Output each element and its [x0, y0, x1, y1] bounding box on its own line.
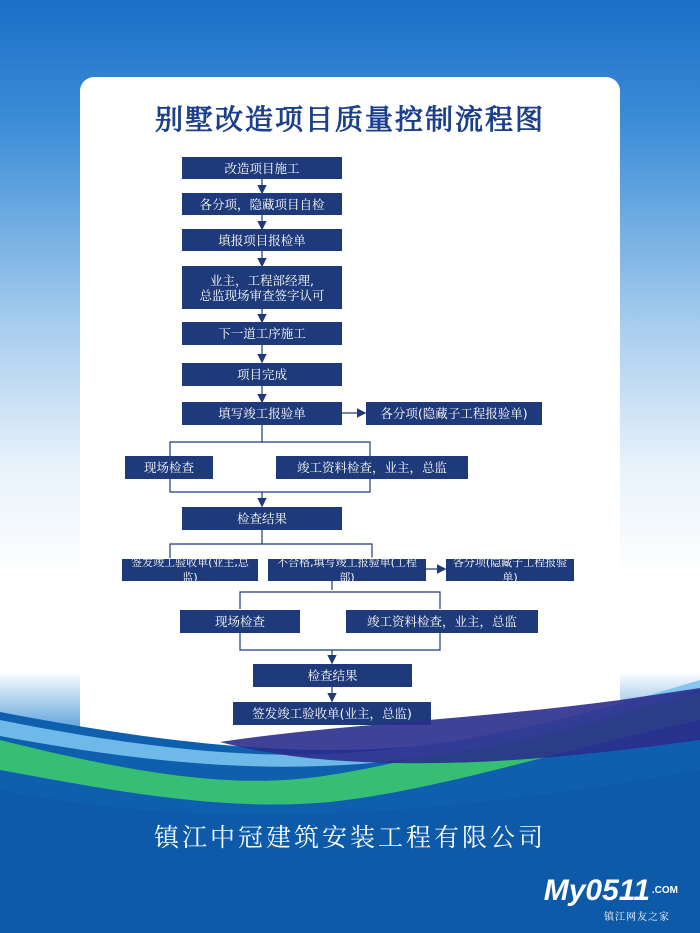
side-subitem-report-2: 各分项(隐藏子工程报验单): [446, 559, 574, 581]
step-renovation-start: 改造项目施工: [182, 157, 342, 179]
company-name: 镇江中冠建筑安装工程有限公司: [153, 823, 546, 852]
page-title: 别墅改造项目质量控制流程图: [154, 103, 545, 136]
watermark-brand: My0511: [543, 874, 650, 907]
watermark-logo: [544, 876, 678, 906]
step-completion-report: 填写竣工报验单: [182, 402, 342, 425]
step-result-2: 检查结果: [253, 664, 412, 687]
step-next-process: 下一道工序施工: [182, 322, 342, 345]
step-issue-acceptance-2: 签发竣工验收单(业主，总监): [233, 702, 431, 725]
step-onsite-review: 业主，工程部经理, 总监现场审查签字认可: [182, 266, 342, 309]
step-result-1: 检查结果: [182, 507, 342, 530]
branch-3: [240, 592, 440, 609]
merge-3: [240, 632, 440, 650]
step-issue-acceptance-1: 签发竣工验收单(业主,总监): [122, 559, 258, 581]
step-document-check-2: 竣工资料检查，业主，总监: [346, 610, 538, 633]
watermark-tagline: 镇江网友之家: [604, 912, 670, 923]
step-project-complete: 项目完成: [182, 363, 342, 386]
step-site-check-2: 现场检查: [180, 610, 300, 633]
side-subitem-report-1: 各分项(隐藏子工程报验单): [366, 402, 542, 425]
step-unqualified-resubmit: 不合格,填写竣工报验单(工程部): [268, 559, 426, 581]
branch-left-2: [170, 529, 262, 558]
step-document-check-1: 竣工资料检查，业主，总监: [276, 456, 468, 479]
watermark-domain: .COM: [651, 885, 678, 896]
step-site-check-1: 现场检查: [125, 456, 213, 479]
step-submit-inspection-form: 填报项目报检单: [182, 229, 342, 251]
step-self-inspection: 各分项，隐藏项目自检: [182, 193, 342, 215]
